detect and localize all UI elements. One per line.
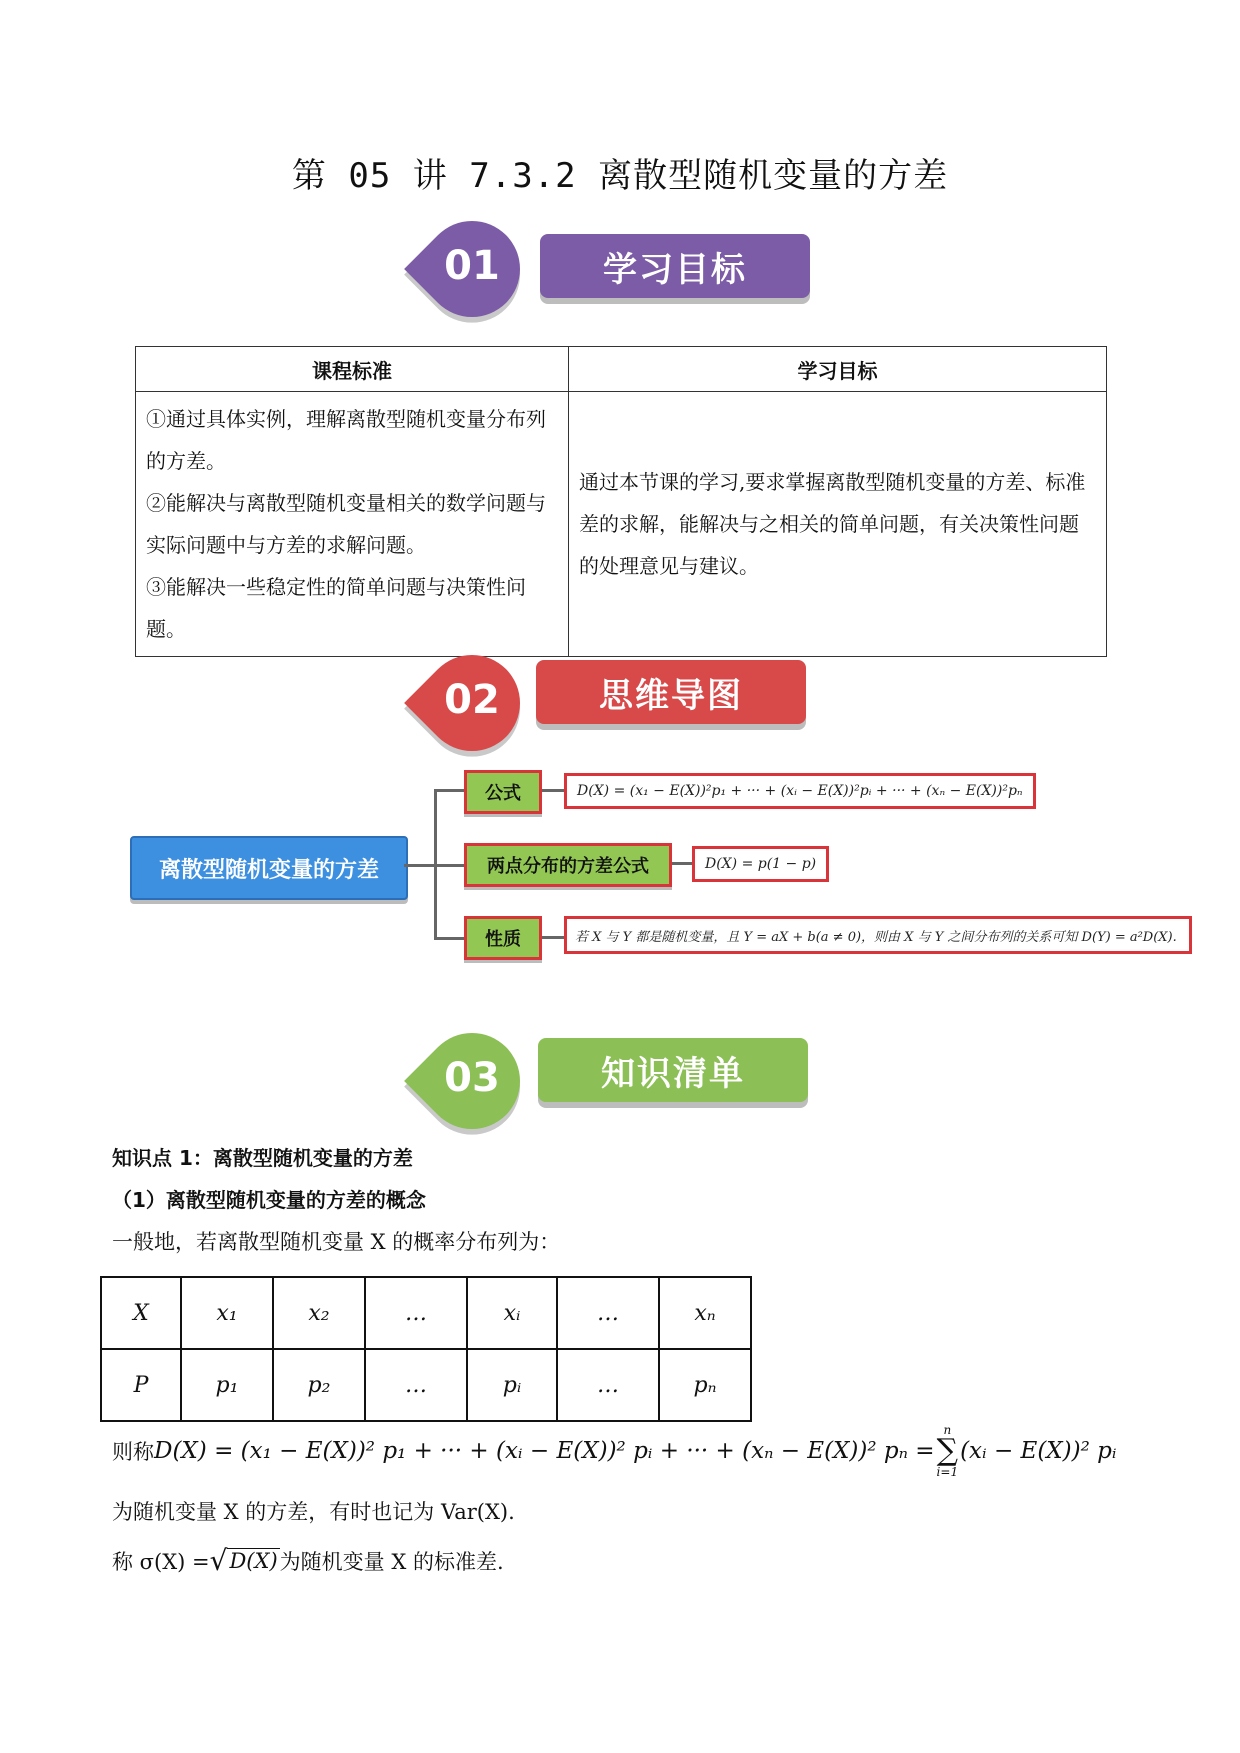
dist-cell: x₁ (181, 1277, 273, 1349)
std-suffix: 为随机变量 X 的标准差. (279, 1549, 504, 1574)
sum-symbol: ∑ (936, 1433, 959, 1468)
mindmap-connector (542, 789, 564, 792)
section-01-number: 01 (444, 243, 500, 289)
formula-prefix: 则称 (112, 1440, 154, 1464)
std-prefix: 称 σ(X) = (112, 1549, 210, 1574)
section-01-title: 学习目标 (540, 234, 810, 298)
table-header-goal: 学习目标 (569, 347, 1107, 392)
dist-cell: … (557, 1349, 659, 1421)
mindmap-connector (434, 864, 464, 867)
section-01-badge (424, 221, 520, 317)
mindmap-branch-formula: 公式 (464, 770, 542, 814)
dist-cell: … (365, 1349, 467, 1421)
standard-item-1: ①通过具体实例，理解离散型随机变量分布列的方差。 (146, 407, 546, 473)
mindmap-formula-content: D(X) = (x₁ − E(X))²p₁ + ··· + (xᵢ − E(X))²pᵢ + ··· + (xₙ − E(X))²pₙ (564, 773, 1036, 809)
mindmap-two-point-content: D(X) = p(1 − p) (692, 846, 829, 882)
summation (937, 1424, 959, 1478)
section-02-badge (424, 655, 520, 751)
dist-cell: … (365, 1277, 467, 1349)
distribution-table (100, 1276, 752, 1422)
dist-cell: X (101, 1277, 181, 1349)
dist-cell: p₁ (181, 1349, 273, 1421)
standard-item-3: ③能解决一些稳定性的简单问题与决策性问题。 (146, 575, 526, 641)
knowledge-intro: 一般地，若离散型随机变量 X 的概率分布列为： (112, 1230, 561, 1254)
section-02-number: 02 (444, 677, 500, 723)
dist-cell: p₂ (273, 1349, 365, 1421)
section-03-title: 知识清单 (538, 1038, 808, 1102)
standard-item-2: ②能解决与离散型随机变量相关的数学问题与实际问题中与方差的求解问题。 (146, 491, 546, 557)
std-definition (112, 1544, 504, 1577)
mindmap-root: 离散型随机变量的方差 (130, 836, 408, 900)
variance-formula-line (112, 1424, 1117, 1478)
dist-cell: P (101, 1349, 181, 1421)
mindmap-branch-property: 性质 (464, 916, 542, 960)
mindmap-connector (404, 864, 434, 867)
standards-cell (136, 392, 569, 657)
section-03-badge (424, 1033, 520, 1129)
section-02-title: 思维导图 (536, 660, 806, 724)
section-03-number: 03 (444, 1055, 500, 1101)
knowledge-point-title: 知识点 1：离散型随机变量的方差 (112, 1146, 413, 1170)
dist-cell: x₂ (273, 1277, 365, 1349)
sum-upper-limit: n (943, 1423, 952, 1437)
sqrt-icon: √ (209, 1544, 228, 1577)
mindmap-connector (542, 936, 564, 939)
mindmap-property-content: 若 X 与 Y 都是随机变量，且 Y = aX + b(a ≠ 0)，则由 X 与 Y 之间分布列的关系可知 D(Y) = a²D(X). (564, 916, 1192, 954)
dist-cell: xₙ (659, 1277, 751, 1349)
dist-cell: pₙ (659, 1349, 751, 1421)
dist-cell: pᵢ (467, 1349, 557, 1421)
page-title: 第 05 讲 7.3.2 离散型随机变量的方差 (291, 156, 949, 196)
knowledge-subtitle: （1）离散型随机变量的方差的概念 (112, 1188, 426, 1212)
std-sqrt-content: D(X) (229, 1549, 278, 1573)
goals-cell: 通过本节课的学习,要求掌握离散型随机变量的方差、标准差的求解，能解决与之相关的简单问题，有关决策性问题的处理意见与建议。 (569, 392, 1107, 657)
dist-cell: xᵢ (467, 1277, 557, 1349)
mindmap-connector (434, 937, 464, 940)
mindmap-connector (672, 862, 692, 865)
objectives-table (135, 346, 1107, 657)
variance-note: 为随机变量 X 的方差，有时也记为 Var(X). (112, 1500, 515, 1524)
mindmap-branch-two-point: 两点分布的方差公式 (464, 843, 672, 887)
variance-formula: D(X) = (x₁ − E(X))² p₁ + ··· + (xᵢ − E(X))² pᵢ + ··· + (xₙ − E(X))² pₙ = (154, 1438, 935, 1464)
table-header-standard: 课程标准 (136, 347, 569, 392)
sum-lower-limit: i=1 (936, 1465, 959, 1479)
sum-term: (xᵢ − E(X))² pᵢ (960, 1438, 1117, 1464)
mindmap-connector (434, 789, 464, 792)
dist-cell: … (557, 1277, 659, 1349)
